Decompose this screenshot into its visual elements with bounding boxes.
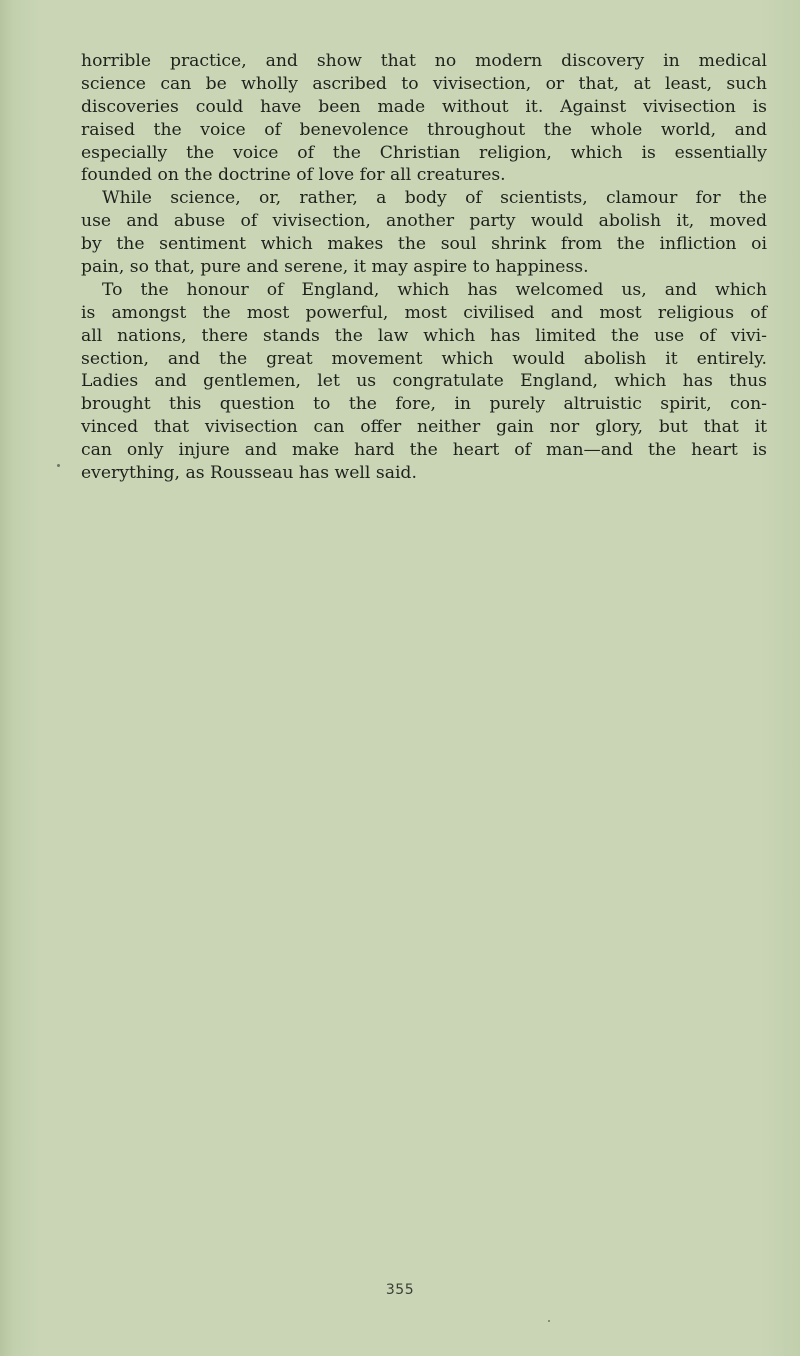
text-line: vinced that vivisection can offer neither gain nor glory, but that it	[81, 417, 767, 438]
text-line: horrible practice, and show that no modern discovery in medical	[81, 51, 767, 71]
paper-speck	[548, 1320, 550, 1322]
text-line: science can be wholly ascribed to vivisection, or that, at least, such	[81, 73, 767, 94]
text-line: raised the voice of benevolence throughout the whole world, and	[81, 119, 767, 140]
text-line: brought this question to the fore, in purely altruistic spirit, con-	[81, 394, 767, 415]
text-line: To the honour of England, which has welcomed us, and which	[102, 279, 767, 300]
text-line: pain, so that, pure and serene, it may aspire to happiness.	[81, 257, 589, 278]
text-line: everything, as Rousseau has well said.	[81, 463, 417, 484]
text-line: can only injure and make hard the heart of man—and the heart is	[81, 440, 767, 461]
text-line: discoveries could have been made without it. Against vivisection is	[81, 96, 767, 117]
text-line: all nations, there stands the law which has limited the use of vivi-	[81, 325, 767, 346]
page-number: 355	[385, 1282, 415, 1298]
body-text	[81, 50, 767, 485]
text-line: is amongst the most powerful, most civilised and most religious of	[81, 302, 767, 323]
text-line: section, and the great movement which would abolish it entirely.	[81, 348, 767, 369]
text-line: especially the voice of the Christian religion, which is essentially	[81, 142, 767, 163]
text-line: by the sentiment which makes the soul shrink from the infliction oi	[81, 234, 767, 255]
text-line: Ladies and gentlemen, let us congratulate England, which has thus	[81, 371, 767, 392]
text-line: While science, or, rather, a body of scientists, clamour for the	[102, 188, 767, 209]
paper-speck	[57, 464, 60, 467]
text-line: founded on the doctrine of love for all creatures.	[81, 165, 506, 186]
text-line: use and abuse of vivisection, another party would abolish it, moved	[81, 211, 767, 232]
